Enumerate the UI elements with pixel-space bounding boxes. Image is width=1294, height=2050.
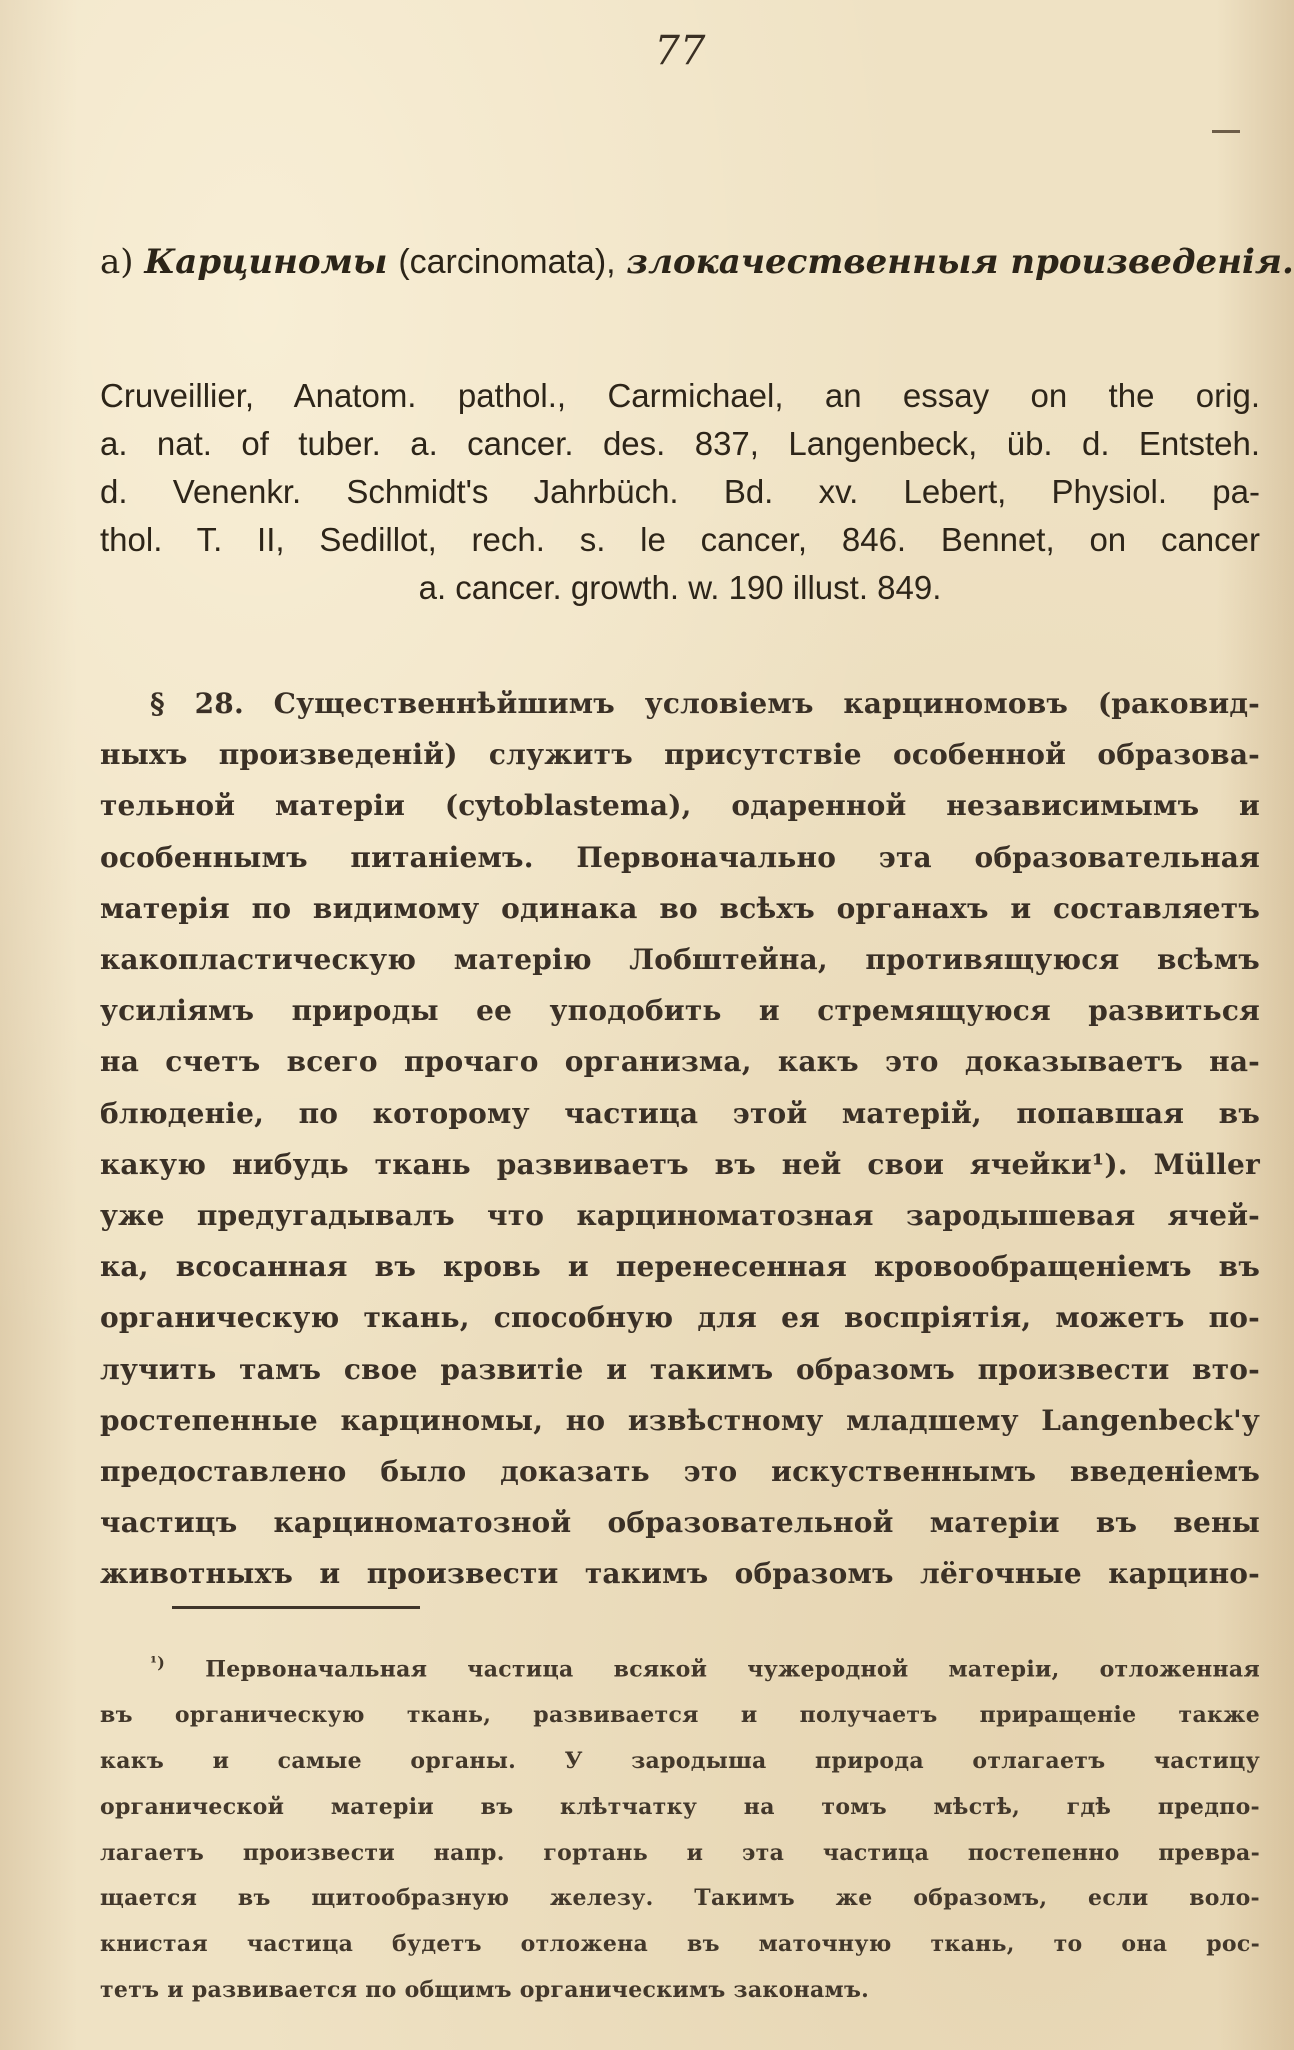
reference-line: a. nat. of tuber. a. cancer. des. 837, Langenbeck, üb. d. Entsteh. bbox=[100, 425, 1260, 462]
heading-marker: а) bbox=[100, 242, 134, 282]
reference-line: a. cancer. growth. w. 190 illust. 849. bbox=[418, 569, 942, 606]
body-paragraph bbox=[100, 678, 1260, 1600]
corner-dash bbox=[1212, 130, 1240, 133]
footnote-line: въ органическую ткань, развивается и получаетъ приращеніе также bbox=[100, 1702, 1260, 1729]
footnote-line-text: Первоначальная частица всякой чужеродной матеріи, отложенная bbox=[205, 1656, 1260, 1683]
body-line: животныхъ и произвести такимъ образомъ лёгочные карцино- bbox=[100, 1557, 1260, 1591]
footnote-line: щается въ щитообразную железу. Такимъ же образомъ, если воло- bbox=[100, 1885, 1260, 1912]
footnote-line: органической матеріи въ клѣтчатку на томъ мѣстѣ, гдѣ предпо- bbox=[100, 1793, 1260, 1820]
footnote-line: тетъ и развивается по общимъ органическимъ законамъ. bbox=[100, 1976, 870, 2003]
footnote-line: книстая частица будетъ отложена въ маточную ткань, то она рос- bbox=[100, 1931, 1260, 1958]
body-line: на счетъ всего прочаго организма, какъ это доказываетъ на- bbox=[100, 1045, 1260, 1079]
heading-title: Карциномы bbox=[144, 242, 388, 282]
body-line: ныхъ произведеній) служитъ присутствіе особенной образова- bbox=[100, 738, 1260, 772]
footnote-line: лагаетъ произвести напр. гортань и эта частица постепенно превра- bbox=[100, 1839, 1260, 1866]
body-line: усиліямъ природы ее уподобить и стремящуюся развиться bbox=[100, 994, 1260, 1028]
body-line: ка, всосанная въ кровь и перенесенная кровообращеніемъ въ bbox=[100, 1250, 1260, 1284]
body-line: частицъ карциноматозной образовательной матеріи въ вены bbox=[100, 1506, 1260, 1540]
book-page bbox=[100, 0, 1294, 2050]
body-line: какую нибудь ткань развиваетъ въ ней свои ячейки¹). Müller bbox=[100, 1147, 1260, 1181]
page-number: 77 bbox=[654, 28, 706, 74]
body-line: предоставлено было доказать это искуственнымъ введеніемъ bbox=[100, 1455, 1260, 1489]
body-line: органическую ткань, способную для ея воспріятія, можетъ по- bbox=[100, 1301, 1260, 1335]
footnote-separator bbox=[172, 1606, 420, 1609]
footnote-line: какъ и самые органы. У зародыша природа отлагаетъ частицу bbox=[100, 1747, 1260, 1774]
footnote-marker: ¹) bbox=[150, 1653, 166, 1672]
footnote-line bbox=[100, 1640, 1260, 1693]
body-line: какопластическую матерію Лобштейна, противящуюся всѣмъ bbox=[100, 943, 1260, 977]
heading-subtitle: злокачественныя произведенія. bbox=[626, 242, 1294, 282]
heading-latin: (carcinomata), bbox=[398, 243, 616, 281]
footnote bbox=[100, 1640, 1260, 2014]
body-line: ростепенные карциномы, но извѣстному младшему Langenbeck'у bbox=[100, 1403, 1260, 1437]
reference-line: thol. T. II, Sedillot, rech. s. le cancer, 846. Bennet, on cancer bbox=[100, 521, 1260, 558]
references-block bbox=[100, 372, 1260, 612]
body-line: матерія по видимому одинака во всѣхъ органахъ и составляетъ bbox=[100, 891, 1260, 925]
reference-line: Cruveillier, Anatom. pathol., Carmichael, an essay on the orig. bbox=[100, 377, 1260, 414]
body-line: § 28. Существеннѣйшимъ условіемъ карциномовъ (раковид- bbox=[150, 687, 1260, 720]
body-line: тельной матеріи (cytoblastema), одаренной независимымъ и bbox=[100, 789, 1260, 823]
body-line: блюденіе, по которому частица этой матерій, попавшая въ bbox=[100, 1096, 1260, 1130]
reference-line: d. Venenkr. Schmidt's Jahrbüch. Bd. xv. Lebert, Physiol. pa- bbox=[100, 473, 1260, 510]
body-line: особеннымъ питаніемъ. Первоначально эта образовательная bbox=[100, 840, 1260, 874]
body-line: уже предугадывалъ что карциноматозная зародышевая ячей- bbox=[100, 1199, 1260, 1233]
body-line: лучить тамъ свое развитіе и такимъ образомъ произвести вто- bbox=[100, 1352, 1260, 1386]
section-heading bbox=[100, 240, 1294, 284]
